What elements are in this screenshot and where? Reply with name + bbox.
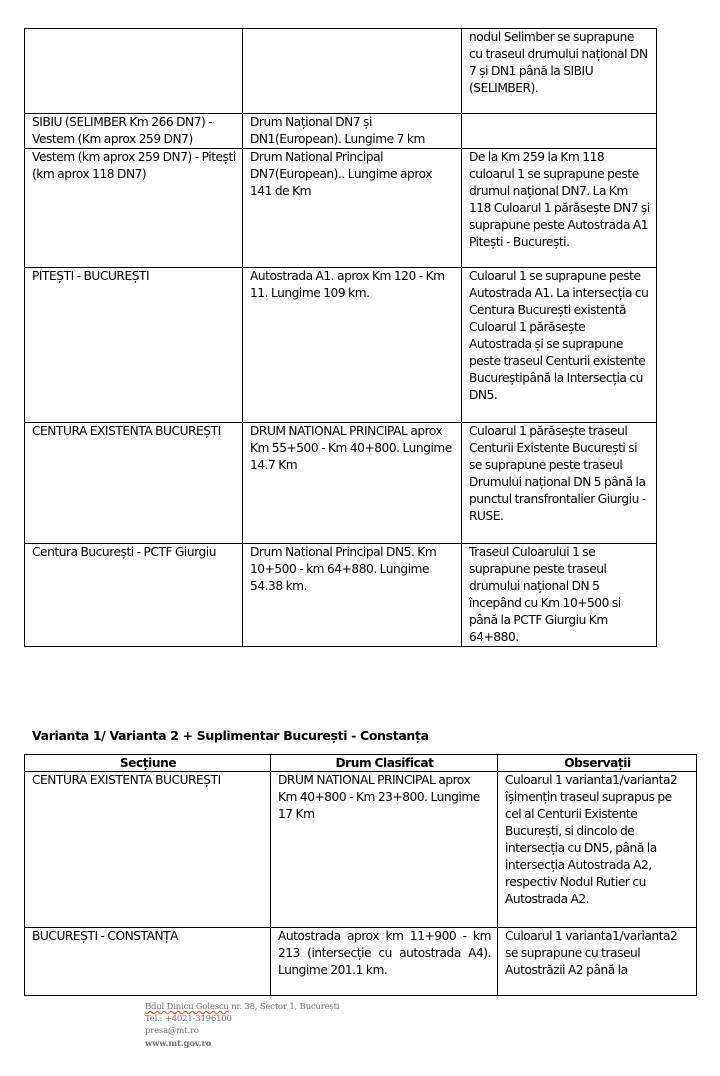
cell-sectiune: Centura București - PCTF Giurgiu [25, 544, 243, 647]
page-footer [145, 1001, 339, 1050]
corridor-table-continued [24, 28, 657, 647]
cell-drum: Drum National Principal DN7(European).. Lungime aprox 141 de Km [243, 149, 462, 268]
section-title: Varianta 1/ Varianta 2 + Suplimentar București - Constanța [32, 728, 429, 743]
table-header-row [25, 755, 697, 772]
table-row [25, 268, 657, 423]
table-row [25, 149, 657, 268]
footer-address [145, 1001, 339, 1013]
cell-observatii: Culoarul 1 se suprapune peste Autostrada A1. La intersecția cu Centura București existentă Culoarul 1 părăsește Autostrada și se suprapune peste traseul Centurii existente Bucureștipână la Intersecția cu DN5. [462, 268, 657, 423]
table-row [25, 29, 657, 114]
cell-observatii: Traseul Culoarului 1 se suprapune peste traseul drumului național DN 5 începând cu Km 10+500 si până la PCTF Giurgiu Km 64+880. [462, 544, 657, 647]
cell-drum: DRUM NATIONAL PRINCIPAL aprox Km 40+800 - Km 23+800. Lungime 17 Km [271, 772, 498, 928]
footer-address-rest: nr. 38, Sector 1, București [228, 1002, 340, 1012]
table-row [25, 772, 697, 928]
cell-observatii [462, 114, 657, 149]
bucuresti-constanta-table [24, 754, 697, 996]
cell-drum: Autostrada A1. aprox Km 120 - Km 11. Lungime 109 km. [243, 268, 462, 423]
cell-drum: Drum Național DN7 și DN1(European). Lungime 7 km [243, 114, 462, 149]
footer-website[interactable]: www.mt.gov.ro [145, 1038, 212, 1049]
footer-phone: Tel.: +4021-3196100 [145, 1014, 232, 1025]
cell-sectiune: CENTURA EXISTENTA BUCUREȘTI [25, 772, 271, 928]
cell-observatii: nodul Selimber se suprapune cu traseul drumului național DN 7 și DN1 până la SIBIU (SELIMBER). [462, 29, 657, 114]
cell-drum: DRUM NATIONAL PRINCIPAL aprox Km 55+500 - Km 40+800. Lungime 14.7 Km [243, 423, 462, 544]
cell-drum [243, 29, 462, 114]
cell-observatii: Culoarul 1 varianta1/varianta2 îșimențin traseul suprapus pe cel al Centurii Existente București, si dincolo de intersecția cu DN5, până la intersecția Autostrada A2, respectiv Nodul Rutier cu Autostrada A2. [498, 772, 697, 928]
cell-sectiune: BUCUREȘTI - CONSTANȚA [25, 928, 271, 996]
cell-sectiune: SIBIU (SELIMBER Km 266 DN7) - Vestem (Km aprox 259 DN7) [25, 114, 243, 149]
column-header-drum-clasificat: Drum Clasificat [271, 755, 498, 772]
footer-address-street: Bdul Dinicu Golescu [145, 1002, 229, 1012]
cell-sectiune [25, 29, 243, 114]
cell-observatii: Culoarul 1 părăsește traseul Centurii Existente București si se suprapune peste traseul Drumului național DN 5 până la punctul transfrontalier Giurgiu - RUSE. [462, 423, 657, 544]
table-row [25, 544, 657, 647]
cell-observatii: De la Km 259 la Km 118 culoarul 1 se suprapune peste drumul național DN7. La Km 118 Culoarul 1 părăsește DN7 și suprapune peste Autostrada A1 Pitești - București. [462, 149, 657, 268]
cell-observatii: Culoarul 1 varianta1/varianta2 se suprapune cu traseul Autostrăzii A2 până la [498, 928, 697, 996]
footer-email[interactable]: presa@mt.ro [145, 1026, 199, 1037]
cell-sectiune: CENTURA EXISTENTA BUCUREȘTI [25, 423, 243, 544]
table-row [25, 114, 657, 149]
column-header-observatii: Observații [498, 755, 697, 772]
cell-drum: Autostrada aprox km 11+900 - km 213 (intersecție cu autostrada A4). Lungime 201.1 km. [271, 928, 498, 996]
table-row [25, 423, 657, 544]
cell-sectiune: Vestem (km aprox 259 DN7) - Pitești (km aprox 118 DN7) [25, 149, 243, 268]
column-header-sectiune: Secțiune [25, 755, 271, 772]
cell-sectiune: PITEȘTI - BUCUREȘTI [25, 268, 243, 423]
cell-drum: Drum National Principal DN5. Km 10+500 - km 64+880. Lungime 54.38 km. [243, 544, 462, 647]
table-row [25, 928, 697, 996]
